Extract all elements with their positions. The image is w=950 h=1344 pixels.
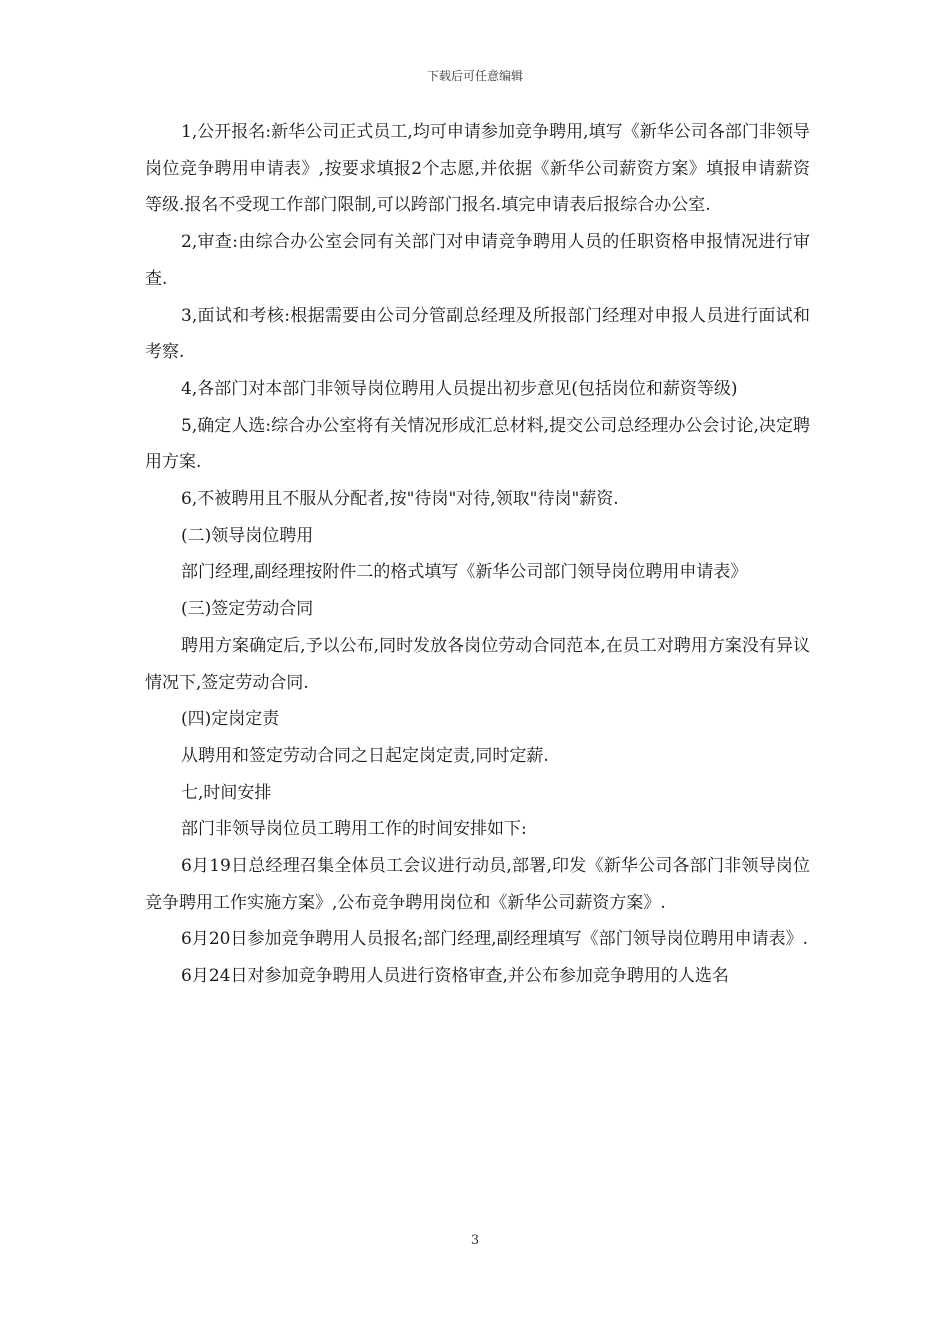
page-header: 下载后可任意编辑 xyxy=(426,69,523,83)
paragraph-3: 3,面试和考核:根据需要由公司分管副总经理及所报部门经理对申报人员进行面试和考察. xyxy=(145,305,810,363)
paragraph-schedule-intro: 部门非领导岗位员工聘用工作的时间安排如下: xyxy=(181,819,527,840)
section-heading-schedule: 七,时间安排 xyxy=(181,782,272,803)
paragraph-4: 4,各部门对本部门非领导岗位聘用人员提出初步意见(包括岗位和薪资等级) xyxy=(181,378,738,399)
section-heading-contract: (三)签定劳动合同 xyxy=(181,599,314,620)
document-body xyxy=(145,114,810,995)
paragraph-leadership: 部门经理,副经理按附件二的格式填写《新华公司部门领导岗位聘用申请表》 xyxy=(181,562,748,583)
page-number: 3 xyxy=(470,1233,480,1248)
paragraph-6: 6,不被聘用且不服从分配者,按"待岗"对待,领取"待岗"薪资. xyxy=(181,489,619,510)
section-heading-leadership: (二)领导岗位聘用 xyxy=(181,525,314,546)
section-heading-duties: (四)定岗定责 xyxy=(181,709,280,730)
paragraph-2: 2,审查:由综合办公室会同有关部门对申请竞争聘用人员的任职资格申报情况进行审查. xyxy=(145,232,810,289)
paragraph-schedule-0620: 6月20日参加竞争聘用人员报名;部门经理,副经理填写《部门领导岗位聘用申请表》. xyxy=(181,929,808,950)
paragraph-5: 5,确定人选:综合办公室将有关情况形成汇总材料,提交公司总经理办公会讨论,决定聘用方案. xyxy=(145,415,810,473)
paragraph-duties: 从聘用和签定劳动合同之日起定岗定责,同时定薪. xyxy=(181,745,549,766)
paragraph-schedule-0619: 6月19日总经理召集全体员工会议进行动员,部署,印发《新华公司各部门非领导岗位竞争聘用工作实施方案》,公布竞争聘用岗位和《新华公司薪资方案》. xyxy=(145,856,810,913)
paragraph-contract: 聘用方案确定后,予以公布,同时发放各岗位劳动合同范本,在员工对聘用方案没有异议情况下,签定劳动合同. xyxy=(145,635,810,693)
paragraph-1: 1,公开报名:新华公司正式员工,均可申请参加竞争聘用,填写《新华公司各部门非领导岗位竞争聘用申请表》,按要求填报2个志愿,并依据《新华公司薪资方案》填报申请薪资等级.报名不受现工作部门限制,可以跨部门报名.填完申请表后报综合办公室. xyxy=(145,122,810,216)
paragraph-schedule-0624: 6月24日对参加竞争聘用人员进行资格审查,并公布参加竞争聘用的人选名 xyxy=(181,966,729,987)
